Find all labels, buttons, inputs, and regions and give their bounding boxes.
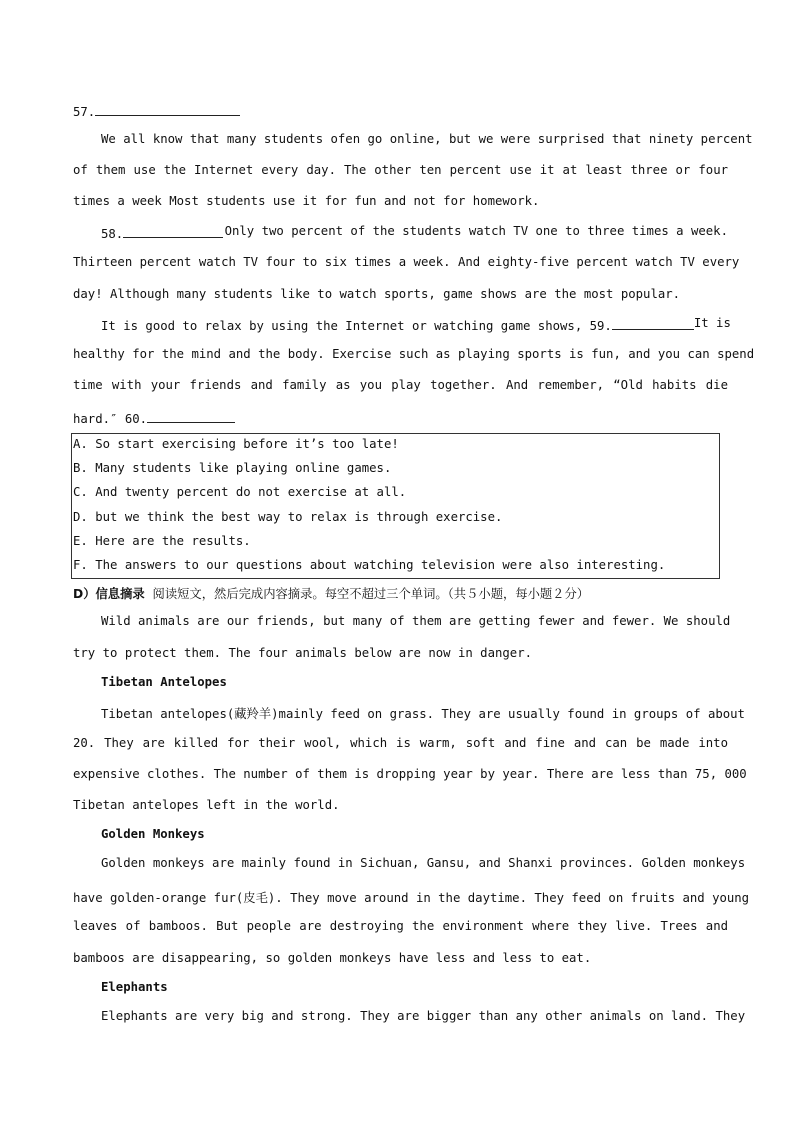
- paragraph-1-line-1: We all know that many students ofen go online, but we were surprised that ninety percent: [101, 132, 753, 146]
- golden-heading: Golden Monkeys: [101, 827, 205, 841]
- paragraph-3-line-3: time with your friends and family as you play together. And remember, “Old habits die: [73, 378, 728, 392]
- paragraph-2-line-1: [101, 224, 728, 241]
- golden-line-4: bamboos are disappearing, so golden monkeys have less and less to eat.: [73, 951, 592, 965]
- option-e: E. Here are the results.: [73, 534, 251, 548]
- elephants-heading: Elephants: [101, 980, 168, 994]
- section-d-label: D）信息摘录: [73, 587, 145, 601]
- question-57-label: 57.: [73, 105, 96, 119]
- paragraph-1-line-3: times a week Most students use it for fun and not for homework.: [73, 194, 540, 208]
- tibetan-line-1: Tibetan antelopes(藏羚羊)mainly feed on grass. They are usually found in groups of about: [101, 707, 745, 721]
- section-d-instruction: 阅读短文，然后完成内容摘录。每空不超过三个单词。（共５小题，每小题２分）: [152, 587, 590, 601]
- golden-line-1: Golden monkeys are mainly found in Sichuan, Gansu, and Shanxi provinces. Golden monkeys: [101, 856, 746, 870]
- intro-line-2: try to protect them. The four animals below are now in danger.: [73, 646, 533, 660]
- golden-line-3: leaves of bamboos. But people are destroying the environment where they live. Trees and: [73, 919, 728, 933]
- paragraph-3-text-1a: It is good to relax by using the Internet or watching game shows, 59.: [101, 319, 612, 333]
- option-a: A. So start exercising before it’s too late!: [73, 437, 399, 451]
- tibetan-line-3: expensive clothes. The number of them is dropping year by year. There are less than 75, 000: [73, 767, 747, 781]
- question-58-label: 58.: [101, 227, 124, 241]
- tibetan-line-2: 20. They are killed for their wool, which is warm, soft and fine and can be made into: [73, 736, 728, 750]
- option-f: F. The answers to our questions about watching television were also interesting.: [73, 558, 666, 572]
- paragraph-2-line-3: day! Although many students like to watch sports, game shows are the most popular.: [73, 287, 681, 301]
- elephants-line-1: Elephants are very big and strong. They are bigger than any other animals on land. They: [101, 1009, 746, 1023]
- paragraph-1-line-2: of them use the Internet every day. The other ten percent use it at least three or four: [73, 163, 728, 177]
- question-57: [73, 102, 728, 119]
- paragraph-3-line-2: healthy for the mind and the body. Exercise such as playing sports is fun, and you can spend: [73, 347, 755, 361]
- paragraph-2-line-2: Thirteen percent watch TV four to six times a week. And eighty-five percent watch TV every: [73, 255, 740, 269]
- option-d: D. but we think the best way to relax is through exercise.: [73, 510, 503, 524]
- tibetan-line-4: Tibetan antelopes left in the world.: [73, 798, 340, 812]
- golden-line-2: have golden-orange fur(皮毛). They move around in the daytime. They feed on fruits and young: [73, 891, 750, 905]
- tibetan-heading: Tibetan Antelopes: [101, 675, 227, 689]
- answer-blank-58[interactable]: [123, 224, 223, 238]
- section-d-header: [73, 584, 589, 602]
- answer-blank-59[interactable]: [612, 316, 694, 330]
- option-c: C. And twenty percent do not exercise at all.: [73, 485, 407, 499]
- option-b: B. Many students like playing online games.: [73, 461, 392, 475]
- paragraph-3-text-4: hard.″ 60.: [73, 412, 148, 426]
- answer-blank-60[interactable]: [147, 409, 235, 423]
- answer-blank-57[interactable]: [95, 102, 240, 116]
- paragraph-2-text-1: Only two percent of the students watch TV one to three times a week.: [224, 224, 728, 238]
- paragraph-3-line-4: [73, 409, 728, 426]
- paragraph-3-line-1: [101, 316, 731, 333]
- paragraph-3-text-1b: It is: [693, 316, 731, 330]
- intro-line-1: Wild animals are our friends, but many of them are getting fewer and fewer. We should: [101, 614, 731, 628]
